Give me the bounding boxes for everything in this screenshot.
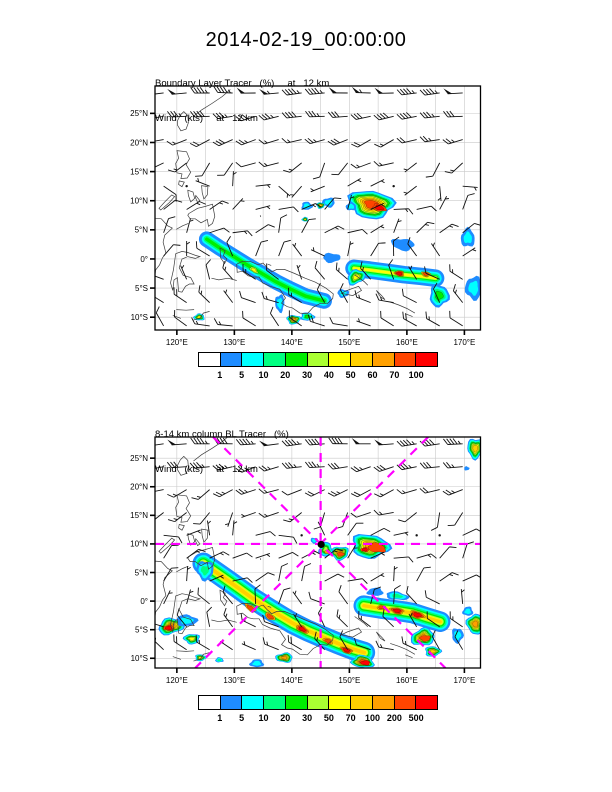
colorbar-tick-label: 10 [258,713,269,723]
colorbar-top [198,352,438,384]
coastline-guadalcanal [405,655,412,658]
coastline-luzon [176,151,191,179]
colorbar-cell [242,696,264,709]
colorbar-tick-label: 100 [408,370,424,380]
colorbar-tick-label: 200 [386,713,402,723]
coastline-new-britain [341,628,361,637]
colorbar-cell [264,696,286,709]
colorbar-tick-label: 50 [323,713,334,723]
colorbar-tick-label: 30 [302,713,313,723]
lat-tick-label: 25°N [130,453,148,463]
colorbar-cell [373,353,395,366]
colorbar-tick-label: 20 [280,370,291,380]
lat-tick-label: 10°N [130,539,148,549]
colorbar-tick-label: 40 [323,370,334,380]
colorbar-tick-label: 60 [367,370,378,380]
coastline-sulu-chain [176,566,188,572]
colorbar-tick-label: 1 [217,370,223,380]
colorbar-tick-label: 5 [239,370,245,380]
colorbar-tick-label: 30 [302,370,313,380]
lon-tick-label: 170°E [453,338,476,347]
coastline-flores [176,651,194,652]
lon-tick-label: 140°E [280,676,303,685]
coastline-seram [211,620,236,622]
coastline-palau [260,558,261,560]
colorbar-tick-label: 70 [389,370,400,380]
colorbar-cells [198,352,438,367]
coastline-biak [268,264,272,265]
colorbar-bottom [198,695,438,727]
coastline-samar [202,529,208,542]
colorbar-cell [264,353,286,366]
lon-tick-label: 150°E [338,338,361,347]
coastline-borneo-east [155,561,172,617]
colorbar-cell [329,696,351,709]
lat-tick-label: 15°N [130,511,148,521]
colorbar-cell [199,696,221,709]
panel-bottom-subtitle [155,406,289,487]
colorbar-cell [416,696,437,709]
coastline-mindoro [179,525,185,531]
figure-title: 2014-02-19_00:00:00 [205,29,407,51]
lat-tick-label: 15°N [130,167,148,177]
colorbar-cell [395,353,417,366]
colorbar-cell [329,353,351,366]
colorbar-tick-label: 10 [258,370,269,380]
colorbar-cell [286,353,308,366]
lat-tick-label: 5°N [134,568,148,578]
panel-top-subtitle [155,55,329,136]
coastline-palau [260,215,261,217]
colorbar-cell [308,696,330,709]
colorbar-cell [373,696,395,709]
lon-tick-label: 170°E [453,676,476,685]
lat-tick-label: 10°S [130,312,148,322]
panel-top-subtitle-line1: Boundary Layer Tracer (%) at 12 km [155,78,330,89]
coastline-borneo-east [155,218,172,275]
colorbar-cell [395,696,417,709]
colorbar-tick-label: 1 [217,713,223,723]
panel-top-subtitle-line2: Wind (kts) at 12 km [155,112,258,124]
lat-tick-label: 0° [140,596,148,606]
lat-tick-label: 10°S [130,654,148,664]
colorbar-cell [308,353,330,366]
lat-tick-label: 20°N [130,482,148,492]
coastline-sulawesi [171,251,200,292]
panel-bottom-subtitle-line2: Wind (kts) at 12 km [155,463,258,475]
lat-tick-label: 5°S [135,625,148,635]
colorbar-cell [242,353,264,366]
colorbar-tick-label: 500 [408,713,424,723]
lat-tick-label: 5°S [135,283,148,293]
coastline-mindoro [179,181,185,187]
lat-tick-label: 20°N [130,138,148,148]
colorbar-cell [286,696,308,709]
lon-tick-label: 120°E [165,676,188,685]
lon-tick-label: 160°E [395,338,418,347]
coastline-solomons [390,643,415,654]
panel-bottom-subtitle-line1: 8-14 km column BL Tracer (%) [155,429,289,440]
colorbar-cell [199,353,221,366]
colorbar-cell [221,696,243,709]
coastline-sulu-chain [176,223,188,229]
colorbar-cell [416,353,437,366]
lat-tick-label: 0° [140,254,148,264]
coastline-flores [176,310,194,311]
colorbar-tick-label: 70 [345,713,356,723]
lon-tick-label: 140°E [280,338,303,347]
coastline-luzon [176,495,191,522]
colorbar-tick-label: 100 [364,713,381,723]
coastline-samar [202,186,208,199]
coastline-mindanao [188,204,215,226]
lat-tick-label: 5°N [134,225,148,235]
colorbar-tick-label: 50 [345,370,356,380]
lon-tick-label: 130°E [223,676,246,685]
colorbar-tick-label: 20 [280,713,291,723]
lon-tick-label: 130°E [223,338,246,347]
coastline-bougainville [376,632,385,641]
colorbar-cells [198,695,438,710]
lat-tick-label: 25°N [130,109,148,119]
colorbar-cell [351,696,373,709]
colorbar-cell [351,353,373,366]
lat-tick-label: 10°N [130,196,148,206]
lon-tick-label: 160°E [395,676,418,685]
lon-tick-label: 150°E [338,676,361,685]
coastline-panay [188,190,195,202]
colorbar-cell [221,353,243,366]
colorbar-tick-label: 5 [239,713,245,723]
coastline-solomons [390,302,415,313]
lon-tick-label: 120°E [165,338,188,347]
coastline-seram [211,278,236,280]
flight-track-center-marker [318,541,325,548]
